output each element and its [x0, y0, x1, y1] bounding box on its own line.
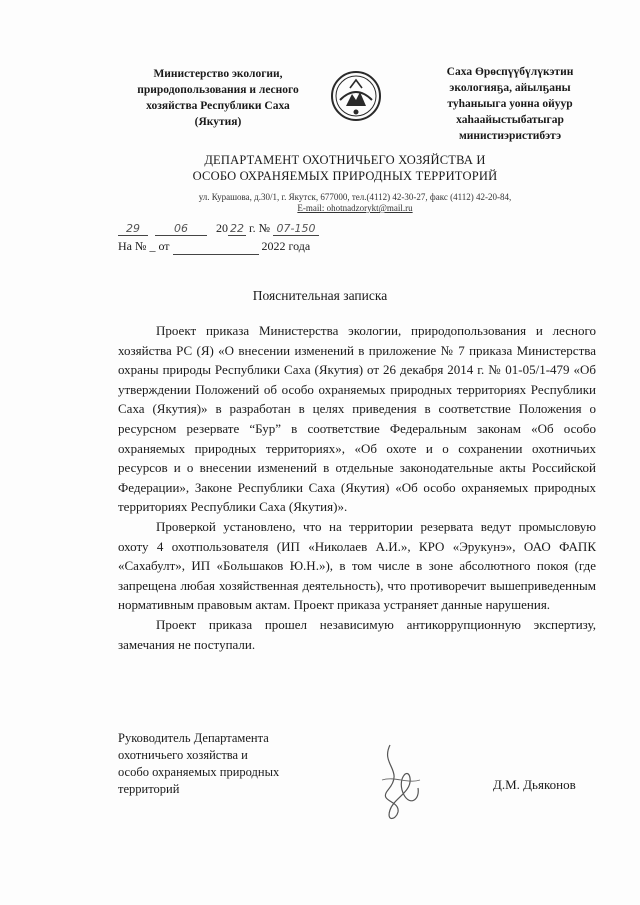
outgoing-registration-line [118, 221, 319, 236]
ministry-sakha-line-1: Саха Өрөспүүбүлүкэтин [446, 66, 574, 78]
body-paragraph: Проект приказа прошел независимую антикоррупционную экспертизу, замечания не поступали. [118, 616, 596, 652]
department-name [150, 152, 540, 184]
reg-number-value: 07-150 [273, 222, 319, 236]
ministry-sakha-line-2: экологияҕа, айылҕаны [449, 82, 571, 94]
ref-date-blank [173, 239, 259, 255]
ministry-sakha-line-4: хаһаайыстыбатыгар [456, 114, 564, 126]
signatory-position [118, 730, 338, 798]
position-line-4: территорий [118, 782, 180, 796]
ref-year: 2022 года [261, 239, 311, 253]
coat-of-arms-emblem [330, 70, 382, 122]
body-paragraph: Проверкой установлено, что на территории резервата ведут промысловую охоту 4 охотпользователя (ИП «Николаев А.И.», КРО «Эрукунэ», ОАО ФАПК «Сахабулт», ИП «Большаков Ю.Н.»), в том числе в зоне абсолютного покоя (где запрещена любая хозяйственная деятельность), что противоречит вышеприведенным нормативным правовым актам. Проект приказа устраняет данные нарушения. [118, 518, 596, 613]
ministry-ru-line-4: (Якутия) [194, 116, 242, 128]
ministry-sakha-line-3: туһаныыга уонна ойуур [447, 98, 573, 110]
ministry-ru-line-1: Министерство экологии, [153, 68, 283, 80]
ministry-name-sakha [420, 64, 600, 144]
handwritten-signature [360, 740, 440, 825]
ministry-sakha-line-5: министиэристибэтэ [458, 130, 562, 142]
email-line: E-mail: ohotnadzorykt@mail.ru [297, 203, 413, 213]
department-line-1: ДЕПАРТАМЕНТ ОХОТНИЧЬЕГО ХОЗЯЙСТВА И [204, 153, 486, 167]
document-title: Пояснительная записка [252, 288, 388, 303]
ministry-ru-line-2: природопользования и лесного [137, 84, 299, 96]
reg-day: 29 [118, 222, 148, 236]
signatory-name: Д.М. Дьяконов [493, 777, 576, 792]
incoming-reference-line [118, 239, 310, 255]
document-body [118, 321, 596, 654]
position-line-1: Руководитель Департамента [118, 731, 269, 745]
ministry-name-russian [118, 66, 318, 130]
reg-month: 06 [155, 222, 207, 236]
reg-number-label: № [258, 221, 271, 235]
position-line-2: охотничьего хозяйства и [118, 748, 248, 762]
position-line-3: особо охраняемых природных [118, 765, 280, 779]
reg-year-suffix: г. [249, 221, 256, 235]
address-line: ул. Курашова, д.30/1, г. Якутск, 677000, тел.(4112) 42-30-27, факс (4112) 42-20-84, [198, 192, 512, 202]
department-line-2: ОСОБО ОХРАНЯЕМЫХ ПРИРОДНЫХ ТЕРРИТОРИЙ [192, 169, 498, 183]
ref-label: На № _ от [118, 239, 170, 253]
ministry-ru-line-3: хозяйства Республики Саха [146, 100, 290, 112]
department-address [140, 192, 570, 214]
reg-year-prefix: 20 [216, 221, 228, 235]
reg-year-hand: 22 [230, 222, 244, 235]
body-paragraph: Проект приказа Министерства экологии, природопользования и лесного хозяйства РС (Я) «О внесении изменений в приложение № 7 приказа Министерства охраны природы Республики Саха (Якутия) от 26 декабря 2014 г. № 01-05/1-479 «Об утверждении Положений об особо охраняемых природных территориях Республики Саха (Якутия)» в разработан в целях приведения в соответствие Положения о ресурсном резервате “Бур” в соответствие Федеральным законам «Об особо охраняемых природных территориях», «Об охоте и о сохранении охотничьих ресурсов и о внесении изменений в отдельные законодательные акты Российской Федерации», Законе Республики Саха (Якутия) «Об особо охраняемых природных территориях Республики Саха (Якутия)». [118, 323, 596, 515]
